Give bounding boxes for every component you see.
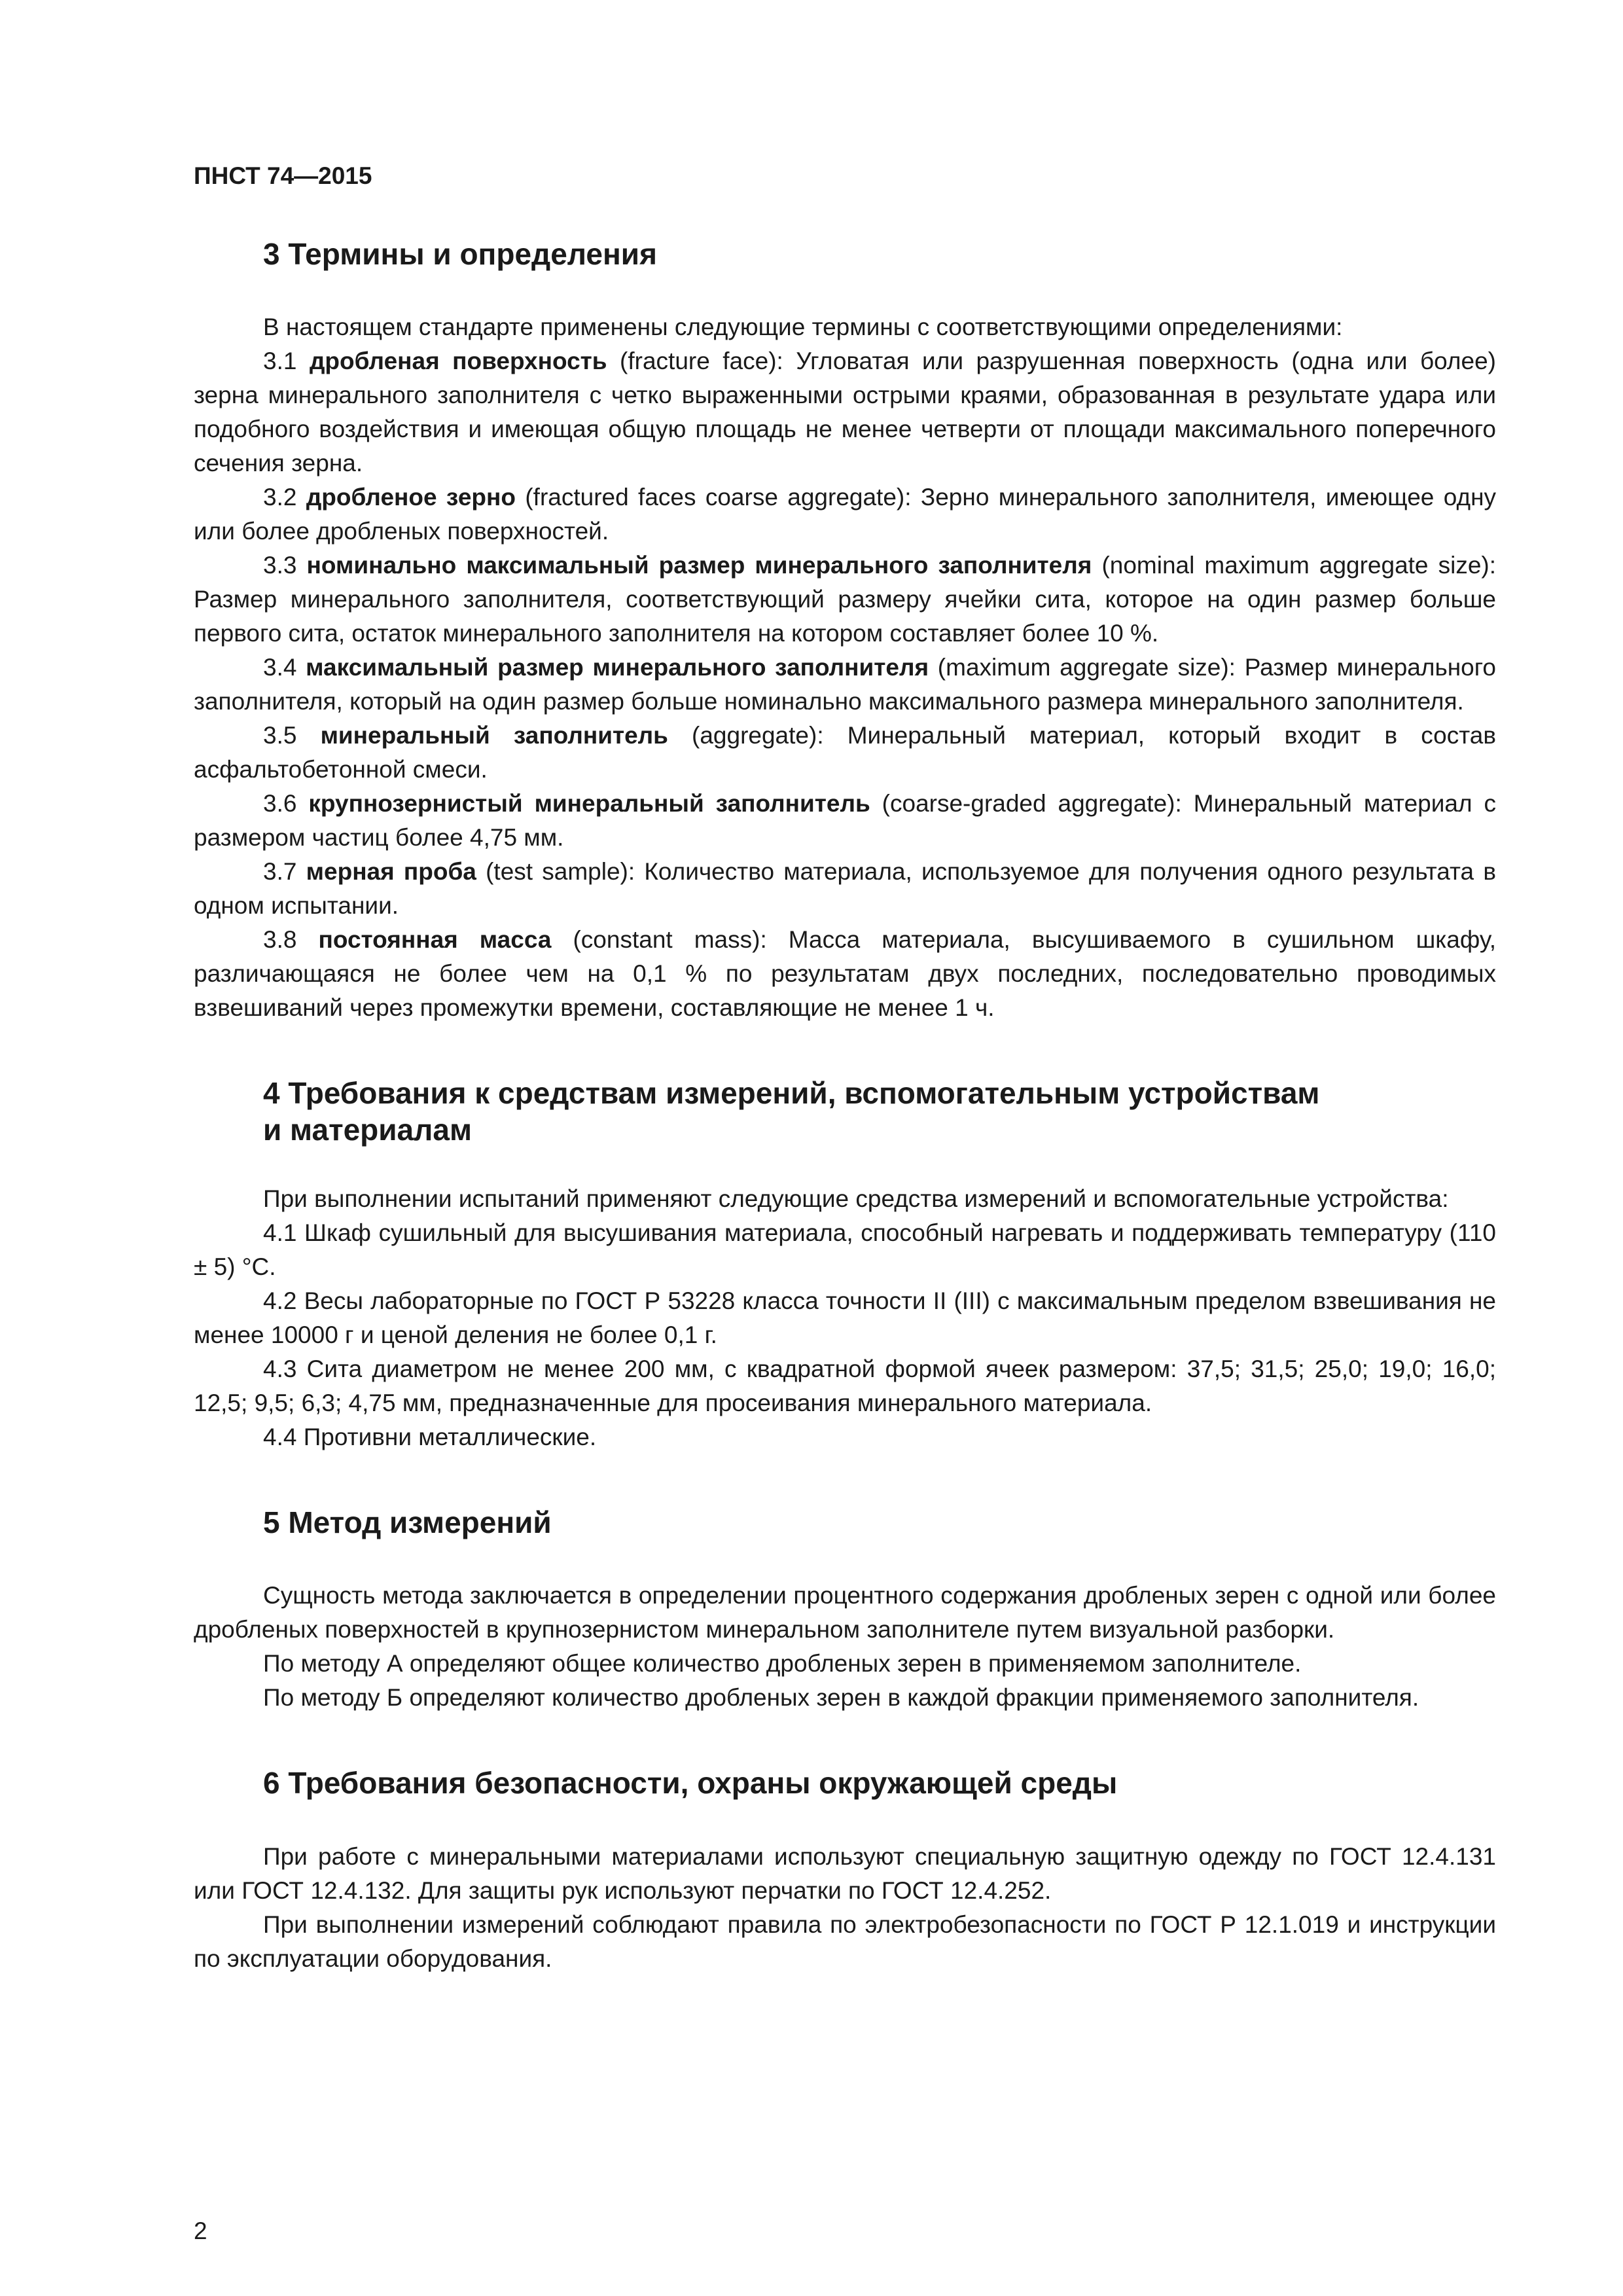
term-3-3: 3.3 номинально максимальный размер минерального заполнителя (nominal maximum aggregate size): Размер минерального заполнителя, соответствующий размеру ячейки сита, которое на один размер больше первого сита, остаток минерального заполнителя на котором составляет более 10 %. — [194, 552, 1497, 647]
section-5-title: 5 Метод измерений — [263, 1505, 552, 1540]
section-5-paragraph: Сущность метода заключается в определении процентного содержания дробленых зерен с одной или более дробленых поверхностей в крупнозернистом минеральном заполнителе путем визуальной разборки. — [194, 1582, 1496, 1643]
section-6-paragraph: При работе с минеральными материалами используют специальную защитную одежду по ГОСТ 12.4.131 или ГОСТ 12.4.132. Для защиты рук используют перчатки по ГОСТ 12.4.252. — [194, 1842, 1496, 1904]
item-4-2: 4.2 Весы лабораторные по ГОСТ Р 53228 класса точности II (III) с максимальным пределом взвешивания не менее 10000 г и ценой деления не более 0,1 г. — [194, 1287, 1496, 1349]
section-6-title: 6 Требования безопасности, охраны окружающей среды — [263, 1766, 1118, 1801]
term-3-5: 3.5 минеральный заполнитель (aggregate): Минеральный материал, который входит в состав асфальтобетонной смеси. — [194, 722, 1496, 783]
section-3-intro: В настоящем стандарте применены следующие термины с соответствующими определениями: — [263, 314, 1343, 341]
term-3-6: 3.6 крупнозернистый минеральный заполнитель (coarse-graded aggregate): Минеральный материал с размером частиц более 4,75 мм. — [194, 790, 1497, 852]
section-3 — [194, 236, 1496, 1025]
term-3-8: 3.8 постоянная масса (constant mass): Масса материала, высушиваемого в сушильном шкафу, различающаяся не более чем на 0,1 % по результатам двух последних, последовательно проводимых взвешиваний через промежутки времени, составляющие не менее 1 ч. — [194, 926, 1496, 1022]
section-4 — [194, 1075, 1496, 1454]
section-3-title: 3 Термины и определения — [263, 237, 657, 271]
section-5-paragraph: По методу Б определяют количество дробленых зерен в каждой фракции применяемого заполнителя. — [263, 1684, 1419, 1712]
item-4-3: 4.3 Сита диаметром не менее 200 мм, с квадратной формой ячеек размером: 37,5; 31,5; 25,0; 19,0; 16,0; 12,5; 9,5; 6,3; 4,75 мм, предназначенные для просеивания минерального материала. — [194, 1355, 1496, 1417]
term-3-7: 3.7 мерная проба (test sample): Количество материала, используемое для получения одного результата в одном испытании. — [194, 858, 1496, 920]
section-6 — [194, 1765, 1496, 1975]
term-3-1: 3.1 дробленая поверхность (fracture face): Угловатая или разрушенная поверхность (одна или более) зерна минерального заполнителя с четко выраженными острыми краями, образованная в результате удара или подобного воздействия и имеющая общую площадь не менее четверти от площади максимального поперечного сечения зерна. — [194, 348, 1496, 477]
section-5 — [194, 1504, 1496, 1715]
section-6-paragraph: При выполнении измерений соблюдают правила по электробезопасности по ГОСТ Р 12.1.019 и инструкции по эксплуатации оборудования. — [194, 1910, 1496, 1972]
section-4-title: 4 Требования к средствам измерений, вспомогательным устройствам и материалам — [263, 1076, 1320, 1147]
section-5-paragraph: По методу А определяют общее количество дробленых зерен в применяемом заполнителе. — [263, 1650, 1302, 1677]
page-number: 2 — [194, 2217, 207, 2244]
item-4-4: 4.4 Противни металлические. — [263, 1424, 597, 1451]
document-id: ПНСТ 74—2015 — [194, 162, 372, 189]
document-page — [194, 162, 1496, 2026]
term-3-2: 3.2 дробленое зерно (fractured faces coarse aggregate): Зерно минерального заполнителя, имеющее одну или более дробленых поверхностей. — [194, 484, 1497, 545]
section-4-intro: При выполнении испытаний применяют следующие средства измерений и вспомогательные устройства: — [263, 1185, 1449, 1213]
item-4-1: 4.1 Шкаф сушильный для высушивания материала, способный нагревать и поддерживать температуру (110 ± 5) °С. — [194, 1219, 1496, 1281]
term-3-4: 3.4 максимальный размер минерального заполнителя (maximum aggregate size): Размер минерального заполнителя, который на один размер больше номинально максимального размера минерального заполнителя. — [194, 654, 1496, 715]
